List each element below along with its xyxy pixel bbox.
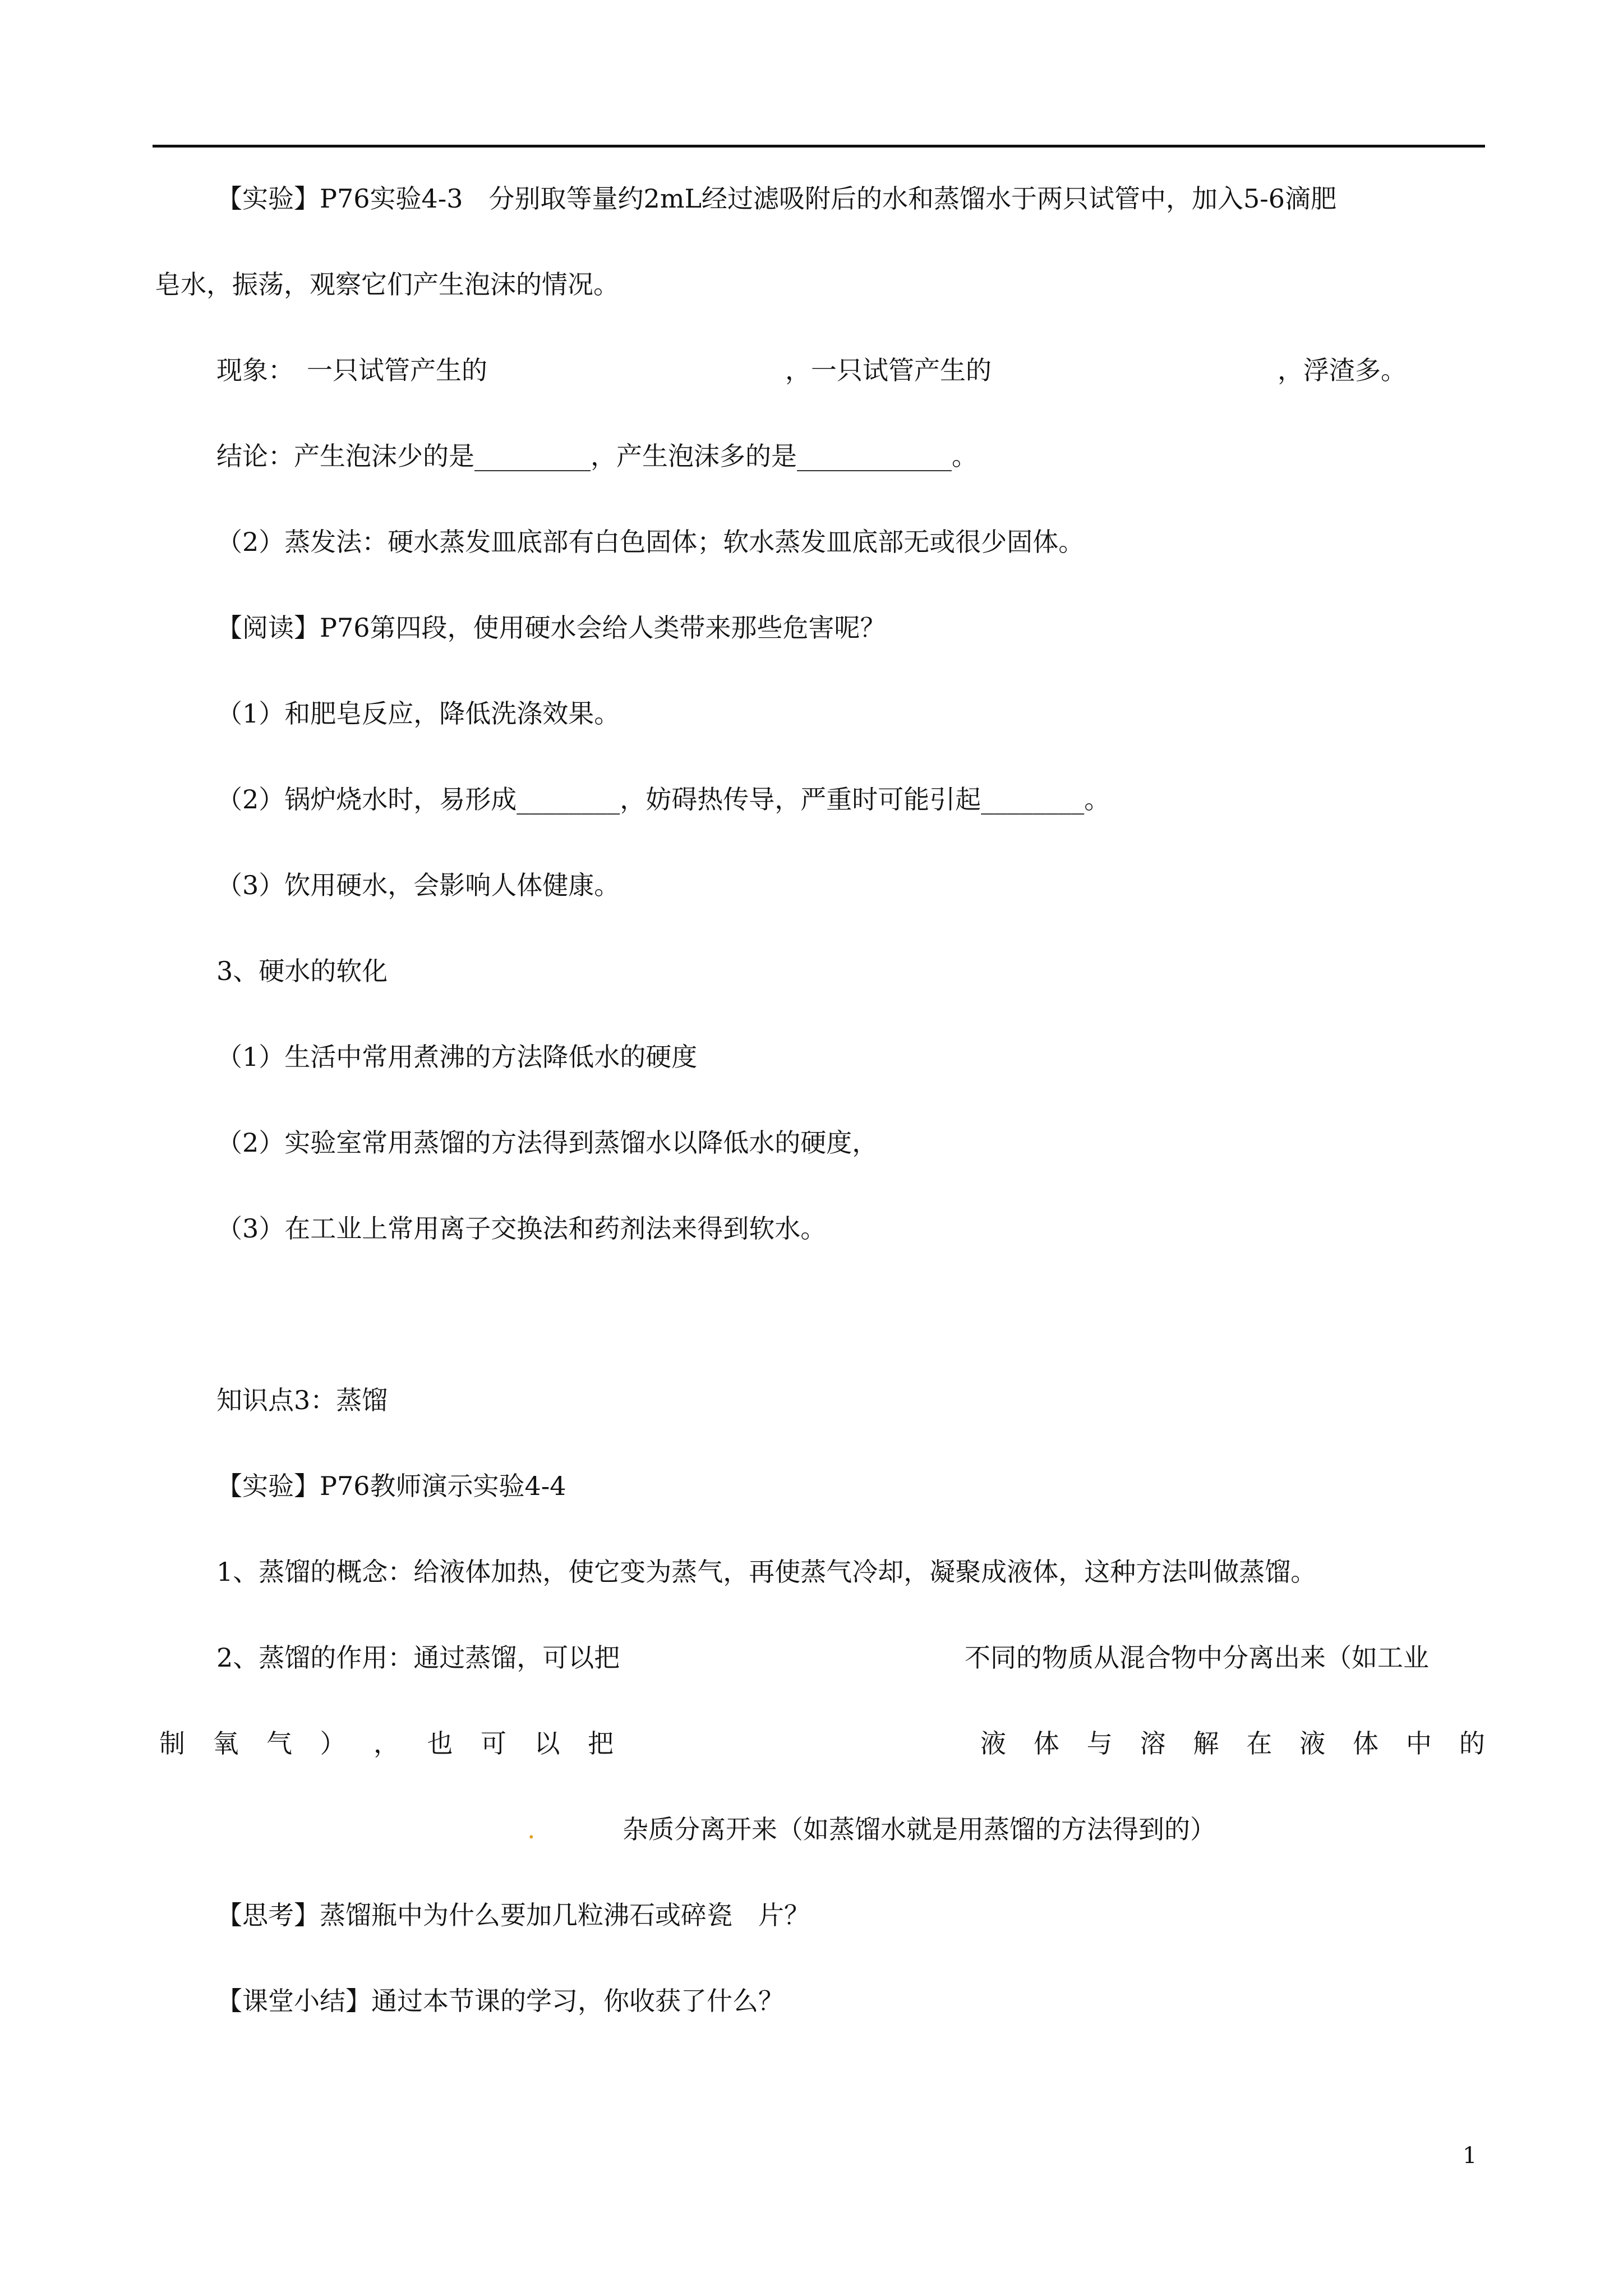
experiment-4-4: 【实验】P76教师演示实验4-4 [216,1471,566,1501]
evaporation-method: （2）蒸发法：硬水蒸发皿底部有白色固体；软水蒸发皿底部无或很少固体。 [216,527,1085,557]
distillation-function-part1: 2、蒸馏的作用：通过蒸馏，可以把 [216,1642,620,1673]
think-question: 【思考】蒸馏瓶中为什么要加几粒沸石或碎瓷 片？ [216,1900,810,1930]
reading-heading: 【阅读】P76第四段，使用硬水会给人类带来那些危害呢？ [216,613,886,643]
spread-char: 也 [427,1728,453,1759]
spread-char: 在 [1246,1728,1272,1759]
header-rule [153,145,1485,148]
spread-char: 氧 [213,1728,239,1759]
phenomenon-part1: 现象： 一只试管产生的 [216,355,487,385]
spread-char: ， [374,1728,399,1759]
spread-char: 气 [266,1728,292,1759]
spread-char: 溶 [1140,1728,1166,1759]
distillation-concept: 1、蒸馏的概念：给液体加热，使它变为蒸气，再使蒸气冷却，凝聚成液体，这种方法叫做蒸馏。 [216,1557,1317,1587]
hazard-1: （1）和肥皂反应，降低洗涤效果。 [216,698,620,729]
spread-char: 的 [1459,1728,1485,1759]
spread-char: ） [320,1728,346,1759]
spread-char: 液 [1299,1728,1326,1759]
distillation-function-line2 [159,1727,1485,1760]
softening-3: （3）在工业上常用离子交换法和药剂法来得到软水。 [216,1213,827,1244]
class-summary: 【课堂小结】通过本节课的学习，你收获了什么？ [216,1986,784,2016]
spread-char: 液 [980,1728,1006,1759]
spread-char: 可 [481,1728,506,1759]
spread-char: 制 [159,1728,185,1759]
phenomenon-part2: ，一只试管产生的 [785,355,992,385]
line2-left-group [159,1727,614,1760]
distillation-function-line3: 杂质分离开来（如蒸馏水就是用蒸馏的方法得到的） [623,1814,1216,1844]
experiment-4-3-line1: 【实验】P76实验4-3 分别取等量约2mL经过滤吸附后的水和蒸馏水于两只试管中，加入5-6滴肥 [216,183,1337,214]
conclusion-line: 结论：产生泡沫少的是_________，产生泡沫多的是____________。 [216,441,978,471]
spread-char: 把 [588,1728,614,1759]
knowledge-point-3: 知识点3：蒸馏 [216,1385,388,1415]
softening-2: （2）实验室常用蒸馏的方法得到蒸馏水以降低水的硬度， [216,1128,878,1158]
spread-char: 解 [1193,1728,1219,1759]
distillation-function-part2: 不同的物质从混合物中分离出来（如工业 [965,1642,1429,1673]
spread-char: 以 [534,1728,560,1759]
spread-char: 体 [1353,1728,1379,1759]
spread-char: 体 [1033,1728,1059,1759]
softening-1: （1）生活中常用煮沸的方法降低水的硬度 [216,1042,698,1072]
phenomenon-part3: ，浮渣多。 [1278,355,1407,385]
line2-right-group [980,1727,1485,1760]
experiment-4-3-line2: 皂水，振荡，观察它们产生泡沫的情况。 [155,269,619,300]
spread-char: 与 [1086,1728,1113,1759]
softening-heading: 3、硬水的软化 [216,956,388,986]
spread-char: 中 [1406,1728,1432,1759]
hazard-2: （2）锅炉烧水时，易形成________，妨碍热传导，严重时可能引起________。 [216,784,1110,815]
hazard-3: （3）饮用硬水，会影响人体健康。 [216,870,620,900]
stray-dot: . [527,1814,536,1844]
page-number: 1 [1463,2143,1477,2169]
